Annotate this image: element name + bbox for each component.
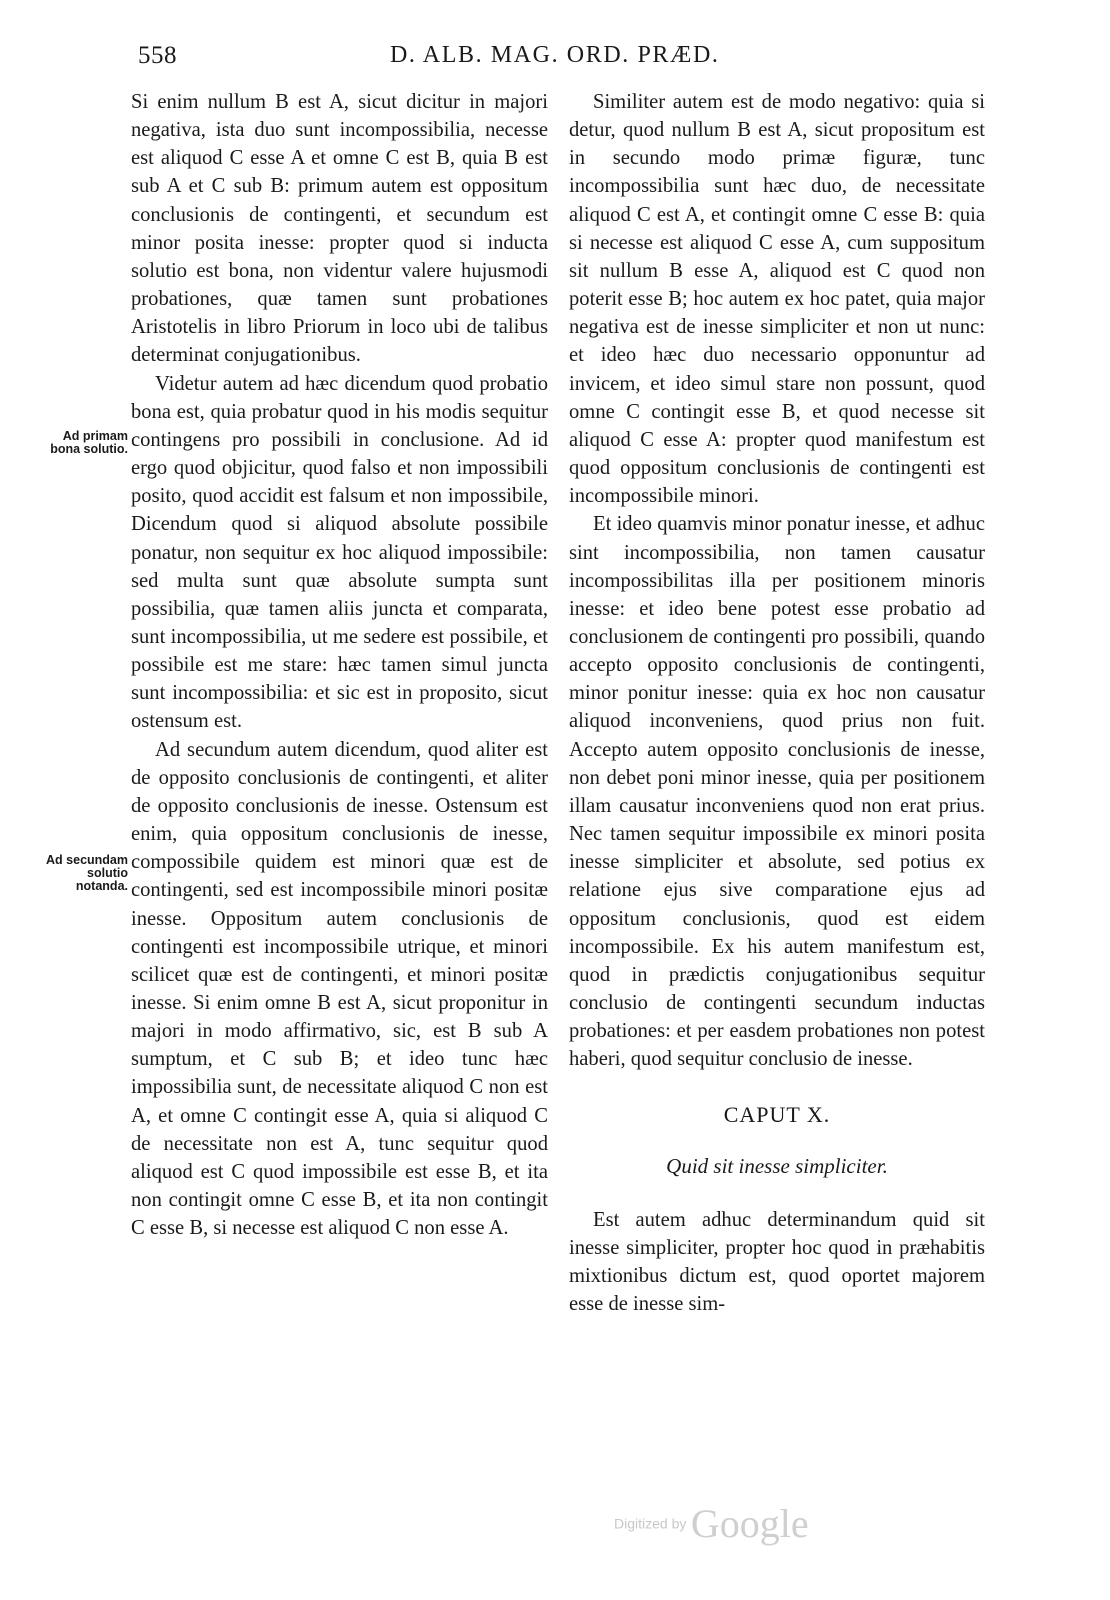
digitization-watermark — [614, 1500, 809, 1547]
left-column — [131, 88, 548, 1242]
left-paragraph-3: Ad secundum autem dicendum, quod aliter est de opposito conclusionis de contingenti, et aliter de opposito conclusionis de inesse. Ostensum est enim, quia oppositum conclusionis de inesse, compossibile quidem est minori quæ est de contingenti, sed est incompossibile minori positæ inesse. Oppositum autem conclusionis de contingenti est incompossibile utrique, et minori scilicet quæ est de contingenti, et minori positæ inesse. Si enim omne B est A, sicut proponitur in majori in modo affirmativo, sic, est B sub A sumptum, et C sub B; et ideo tunc hæc impossibilia sunt, de necessitate aliquod C non est A, et omne C contingit esse A, quia si aliquod C de necessitate non est A, tunc sequitur quod aliquod est C quod impossibile est esse B, et ita non contingit omne C esse B, et ita non contingit C esse B, si necesse est aliquod C non esse A. — [131, 738, 548, 1240]
watermark-brand: Google — [690, 1501, 809, 1546]
watermark-prefix: Digitized by — [614, 1515, 687, 1532]
page-header — [0, 42, 1110, 82]
margin-note-second-solution: Ad secundam solutio notanda. — [46, 853, 128, 893]
right-column — [569, 88, 985, 1318]
right-paragraph-3: Est autem adhuc determinandum quid sit inesse simpliciter, propter hoc quod in præhabitis mixtionibus dictum est, quod oportet majorem esse de inesse sim- — [569, 1208, 985, 1316]
running-head: D. ALB. MAG. ORD. PRÆD. — [390, 42, 720, 68]
right-paragraph-1: Similiter autem est de modo negativo: quia si detur, quod nullum B est A, sicut propositum est in secundo modo primæ figuræ, tunc incompossibilia sunt hæc duo, de necessitate aliquod C est A, et contingit omne C esse B: quia si necesse est aliquod C esse A, cum suppositum sit nullum B esse A, aliquod est C quod non poterit esse B; hoc autem ex hoc patet, quia major negativa est de inesse simpliciter et non ut nunc: et ideo hæc duo necessario opponuntur ad invicem, et ideo simul stare non possunt, quod omne C contingit esse B, et quod necesse sit aliquod C esse A: propter quod manifestum est quod oppositum conclusionis de contingenti est incompossibile minori. — [569, 91, 985, 508]
left-paragraph-1: Si enim nullum B est A, sicut dicitur in majori negativa, ista duo sunt incompossibilia, necesse est aliquod C esse A et omne C est B, quia B est sub A et C sub B: primum autem est oppositum conclusionis de contingenti, et secundum est minor posita inesse: propter quod si inducta solutio est bona, non videntur valere hujusmodi probationes, quæ tamen sunt probationes Aristotelis in libro Priorum in loco ubi de talibus determinat conjugationibus. — [131, 91, 548, 367]
left-paragraph-2: Videtur autem ad hæc dicendum quod probatio bona est, quia probatur quod in his modis sequitur contingens pro possibili in conclusione. Ad id ergo quod objicitur, quod falso et non impossibili posito, quod accidit est falsum et non impossibile, Dicendum quod si aliquod absolute possibile ponatur, non sequitur ex hoc aliquod impossibile: sed multa sunt quæ absolute sumpta sunt possibilia, quæ tamen aliis juncta et comparata, sunt incompossibilia, ut me sedere est possibile, et possibile est me stare: hæc tamen simul juncta sunt incompossibilia: et sic est in proposito, sicut ostensum est. — [131, 372, 548, 733]
page-number: 558 — [138, 42, 177, 69]
chapter-subtitle: Quid sit inesse simpliciter. — [666, 1153, 888, 1178]
chapter-title: CAPUT X. — [723, 1102, 831, 1128]
margin-note-first-solution: Ad primam bona solutio. — [50, 429, 128, 456]
right-paragraph-2: Et ideo quamvis minor ponatur inesse, et adhuc sint incompossibilia, non tamen causatur incompossibilitas illa per positionem minoris inesse: et ideo bene potest esse probatio ad conclusionem de contingenti pro possibili, quando accepto opposito conclusionis de contingenti, minor ponitur inesse: quia ex hoc non causatur aliquod inconveniens, quod prius non fuit. Accepto autem opposito conclusionis de inesse, non debet poni minor inesse, quia per positionem illam causatur inconveniens quod non erat prius. Nec tamen sequitur impossibile ex minori posita inesse simpliciter et absolute, sed potius ex relatione ejus sive comparatione ejus ad oppositum conclusionis, quod est eidem incompossibile. Ex his autem manifestum est, quod in prædictis conjugationibus sequitur conclusio de contingenti secundum inductas probationes: et per easdem probationes non potest haberi, quod sequitur conclusio de inesse. — [569, 513, 985, 1071]
